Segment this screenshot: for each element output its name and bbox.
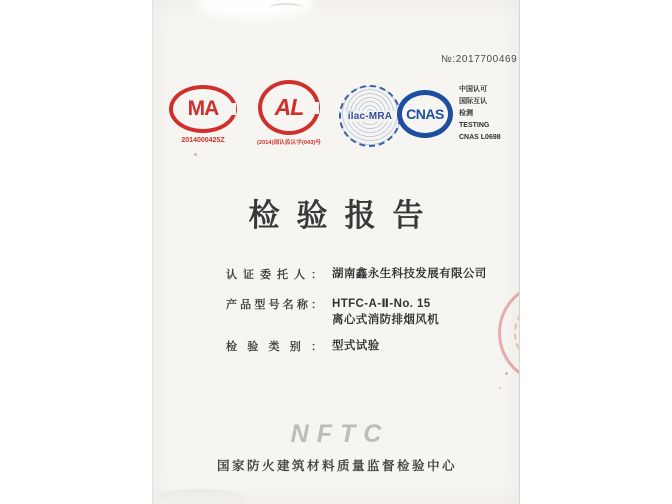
nftc-watermark-logo: NFTC: [290, 420, 390, 448]
ilac-logo-text: ilac-MRA: [347, 110, 393, 122]
cnas-side-line: 中国认可: [459, 86, 487, 93]
cma-logo-letters: MA: [187, 97, 219, 120]
ilac-globe-icon: [339, 85, 401, 147]
cal-ring-icon: [258, 80, 320, 135]
c-ring-gap: [311, 102, 319, 114]
field-product-model: [226, 296, 439, 328]
product-model-value: [332, 296, 439, 328]
cma-caption: 2014000425Z: [181, 137, 225, 144]
cnas-logo-text: CNAS: [406, 106, 444, 122]
report-page: [152, 0, 520, 504]
cnas-side-line: CNAS L0698: [459, 134, 501, 141]
cnas-side-line: TESTING: [459, 122, 490, 129]
cnas-ring-icon: [397, 90, 453, 138]
scan-artifact-smudge: [155, 489, 245, 504]
field-test-category: [226, 338, 380, 354]
product-model-line1: HTFC-A-Ⅱ-No. 15: [332, 298, 431, 310]
test-category-label: 检验类别：: [226, 341, 322, 353]
report-number: №:2017700469: [441, 54, 518, 65]
scan-artifact-speck: [505, 372, 508, 375]
c-ring-gap: [228, 103, 236, 115]
applicant-value: 湖南鑫永生科技发展有限公司: [332, 268, 487, 280]
applicant-label: 认证委托人：: [226, 269, 322, 281]
cnas-logo: [397, 90, 453, 138]
report-title: 检验报告: [248, 198, 441, 233]
cnas-side-line: 国际互认: [459, 98, 487, 105]
cnas-side-line: 检测: [459, 110, 473, 117]
scan-artifact-speck: [194, 153, 197, 156]
cnas-accreditation-text: [459, 84, 501, 144]
red-seal-stamp: [487, 271, 520, 396]
scan-artifact-fold-mark: [269, 3, 303, 12]
product-model-label: 产品型号名称：: [226, 299, 322, 311]
cal-certification-logo: [255, 80, 323, 146]
product-model-line2: 离心式消防排烟风机: [332, 314, 440, 326]
cma-ring-icon: [169, 85, 237, 133]
ilac-mra-logo: [339, 85, 401, 147]
cal-caption: (2014)国认监认字(043)号: [256, 140, 321, 146]
cal-logo-letters: AL: [274, 94, 304, 120]
field-applicant: [226, 266, 487, 282]
test-category-value: 型式试验: [332, 340, 380, 352]
scan-artifact-speck: [499, 387, 501, 389]
issuing-organization: 国家防火建筑材料质量监督检验中心: [216, 459, 457, 473]
cma-certification-logo: [169, 85, 237, 144]
